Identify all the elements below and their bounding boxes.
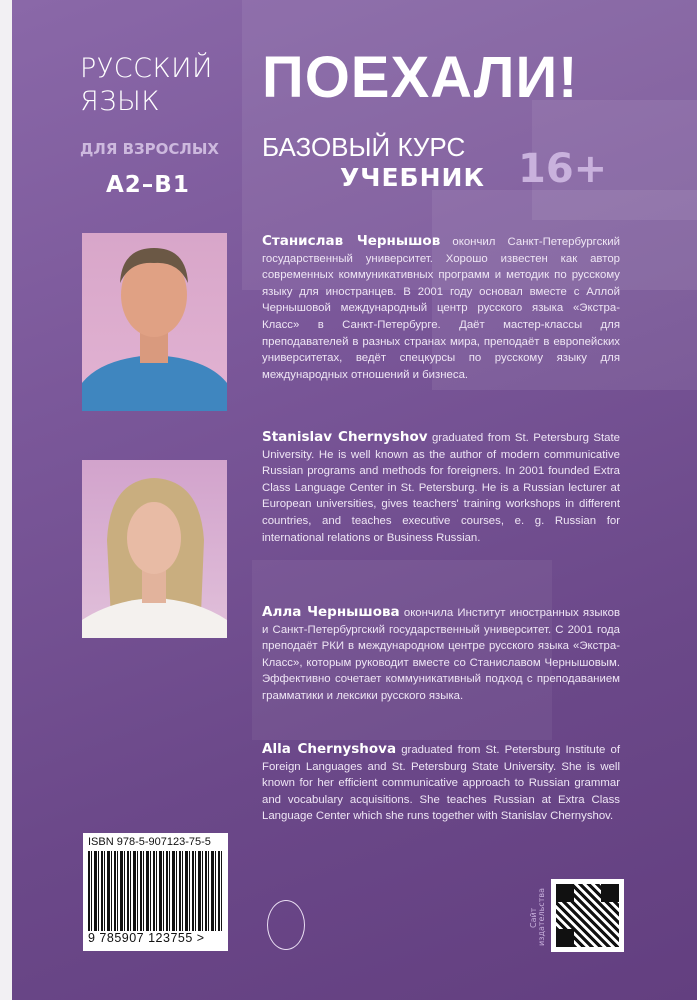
qr-label: Сайт издательства — [529, 888, 546, 947]
book-title: ПОЕХАЛИ! — [262, 45, 579, 110]
bio-name: Stanislav Chernyshov — [262, 429, 428, 445]
bio-name: Алла Чернышова — [262, 604, 400, 620]
bio-text: окончил Санкт-Петербургский государственный университет. Хорошо известен как автор современных коммуникативных программ и методик по русскому языку для иностранцев. В 2001 году основал вместе с Аллой Чернышовой международный центр русского языка «Экстра-Класс» в Санкт-Петербурге. Даёт мастер-классы для преподавателей в разных странах мира, преподаёт в европейских университетах, ведёт спецкурсы по русскому языку для международных отношений и бизнеса. — [262, 236, 620, 381]
book-back-cover — [12, 0, 697, 1000]
book-type-label: УЧЕБНИК — [340, 163, 485, 192]
course-label: БАЗОВЫЙ КУРС — [262, 132, 466, 162]
bio-name: Станислав Чернышов — [262, 233, 441, 249]
bio-text: graduated from St. Petersburg Institute of Foreign Languages and St. Petersburg State University. She is well known for her efficient communicative approach to Russian grammar and vocabulary acquisitions. She teaches Russian at Extra Class Language Center which she runs together with Stanislav Chernyshov. — [262, 744, 620, 823]
bio-alla-en — [262, 741, 620, 825]
bio-text: окончила Институт иностранных языков и Санкт-Петербургский государственный университет. С 2001 года преподаёт РКИ в международном центре русского языка «Экстра-Класс», которым руководит вместе со Станиславом Чернышовым. Эффективно сочетает коммуникативный подход с преподаванием грамматики и лексики русского языка. — [262, 607, 621, 702]
isbn-barcode — [83, 833, 228, 951]
isbn-text: ISBN 978-5-907123-75-5 — [88, 836, 211, 848]
author-photo-stanislav — [82, 233, 227, 411]
subject-title: РУССКИЙ ЯЗЫК — [80, 53, 213, 117]
age-rating: 16+ — [518, 146, 608, 192]
barcode-bars — [88, 851, 223, 933]
barcode-number: 9 785907 123755 > — [88, 931, 223, 945]
bio-text: graduated from St. Petersburg State University. He is well known as the author of modern communicative Russian programs and methods for foreigners. In 2001 founded Extra Class Language Center in St. Petersburg. He is a Russian lecturer at European universities, gives teachers' training workshops in different countries, and teaches executive courses, e. g. Russian for international relations or Business Russian. — [262, 432, 621, 544]
author-photo-alla — [82, 460, 227, 638]
bio-alla-ru — [262, 604, 620, 705]
level-label: A2–B1 — [106, 172, 190, 198]
publisher-logo-icon — [267, 900, 305, 950]
bio-stanislav-en — [262, 429, 620, 546]
qr-code[interactable] — [551, 879, 624, 952]
audience-label: ДЛЯ ВЗРОСЛЫХ — [80, 140, 219, 158]
bio-name: Alla Chernyshova — [262, 741, 397, 757]
bio-stanislav-ru — [262, 233, 620, 383]
